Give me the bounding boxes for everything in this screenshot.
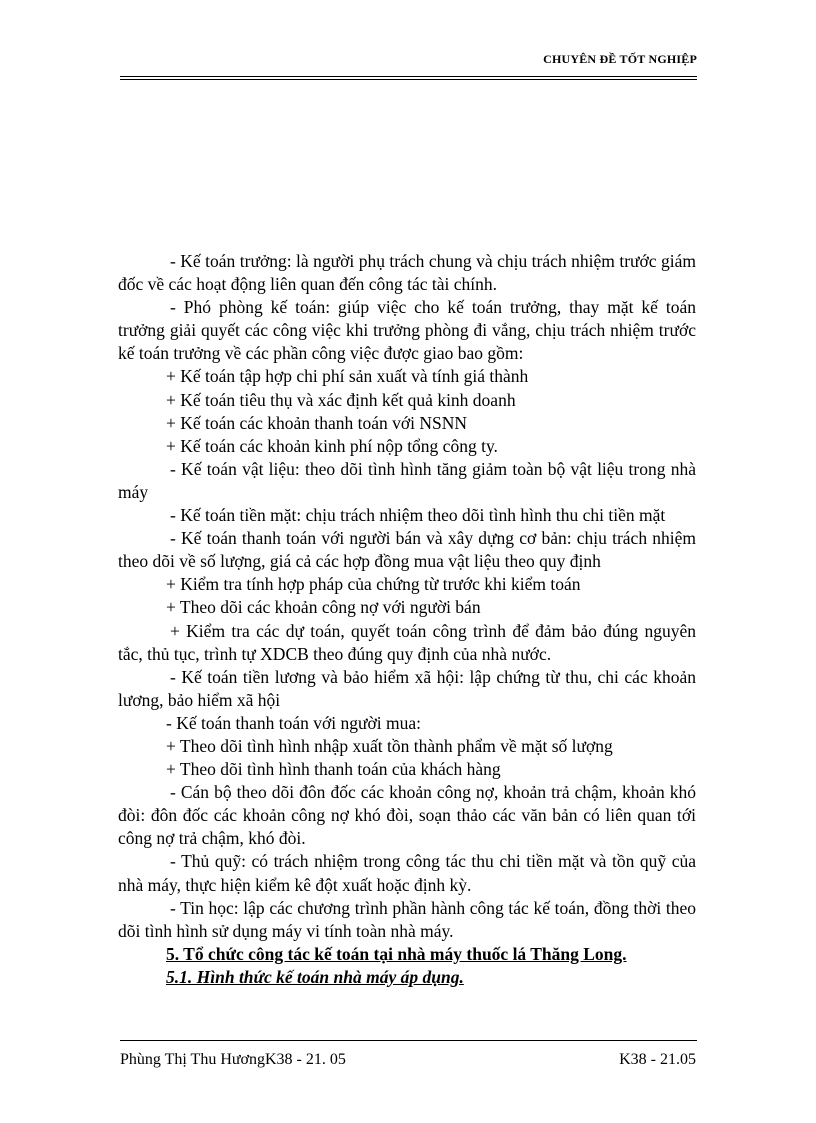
paragraph-tien-mat: - Kế toán tiền mặt: chịu trách nhiệm theo dõi tình hình thu chi tiền mặt — [170, 505, 666, 526]
list-item: + Kế toán tập hợp chi phí sản xuất và tính giá thành — [166, 366, 529, 387]
paragraph-vat-lieu: - Kế toán vật liệu: theo dõi tình hình tăng giảm toàn bộ vật liệu trong nhà máy — [118, 458, 696, 502]
subsection-heading: 5.1. Hình thức kế toán nhà máy áp dụng. — [166, 966, 464, 987]
footer-class-code: K38 - 21.05 — [619, 1051, 696, 1068]
document-body — [118, 250, 696, 989]
header-divider — [120, 76, 697, 80]
footer-author: Phùng Thị Thu HươngK38 - 21. 05 — [120, 1051, 346, 1068]
list-item: + Kế toán các khoản thanh toán với NSNN — [166, 412, 467, 433]
list-item: + Kiểm tra tính hợp pháp của chứng từ trước khi kiểm toán — [166, 574, 581, 595]
page-header-title: CHUYÊN ĐỀ TỐT NGHIỆP — [543, 52, 697, 66]
list-item: - Kế toán thanh toán với người mua: — [166, 712, 421, 733]
list-item: + Kế toán các khoản kinh phí nộp tổng công ty. — [166, 435, 498, 456]
paragraph-thu-quy: - Thủ quỹ: có trách nhiệm trong công tác thu chi tiền mặt và tồn quỹ của nhà máy, thực hiện kiểm kê đột xuất hoặc định kỳ. — [118, 851, 696, 895]
list-item: + Theo dõi các khoản công nợ với người bán — [166, 597, 481, 618]
paragraph-tien-luong: - Kế toán tiền lương và bảo hiểm xã hội: lập chứng từ thu, chi các khoản lương, bảo hiểm xã hội — [118, 666, 696, 710]
list-item: + Kế toán tiêu thụ và xác định kết quả kinh doanh — [166, 389, 516, 410]
paragraph-tin-hoc: - Tin học: lập các chương trình phần hành công tác kế toán, đồng thời theo dõi tình hình sử dụng máy vi tính toàn nhà máy. — [118, 897, 696, 941]
list-item: + Theo dõi tình hình thanh toán của khách hàng — [166, 759, 501, 780]
section-heading: 5. Tổ chức công tác kế toán tại nhà máy thuốc lá Thăng Long. — [166, 943, 627, 964]
footer-divider — [120, 1040, 697, 1041]
list-item: + Theo dõi tình hình nhập xuất tồn thành phẩm về mặt số lượng — [166, 735, 613, 756]
paragraph-pho-phong: - Phó phòng kế toán: giúp việc cho kế toán trưởng, thay mặt kế toán trưởng giải quyết các công việc khi trưởng phòng đi vắng, chịu trách nhiệm trước kế toán trưởng về các phần công việc được giao bao gồm: — [118, 297, 696, 364]
paragraph-nguoi-ban: - Kế toán thanh toán với người bán và xây dựng cơ bản: chịu trách nhiệm theo dõi về số lượng, giá cả các hợp đồng mua vật liệu theo quy định — [118, 528, 696, 572]
paragraph-can-bo: - Cán bộ theo dõi đôn đốc các khoản công nợ, khoản trả chậm, khoản khó đòi: đôn đốc các khoản công nợ khó đòi, soạn thảo các văn bản có liên quan tới công nợ trả chậm, khó đòi. — [118, 782, 696, 849]
paragraph-du-toan: + Kiểm tra các dự toán, quyết toán công trình để đảm bảo đúng nguyên tắc, thủ tục, trình tự XDCB theo đúng quy định của nhà nước. — [118, 620, 696, 664]
paragraph-ke-toan-truong: - Kế toán trưởng: là người phụ trách chung và chịu trách nhiệm trước giám đốc về các hoạt động liên quan đến công tác tài chính. — [118, 251, 696, 295]
